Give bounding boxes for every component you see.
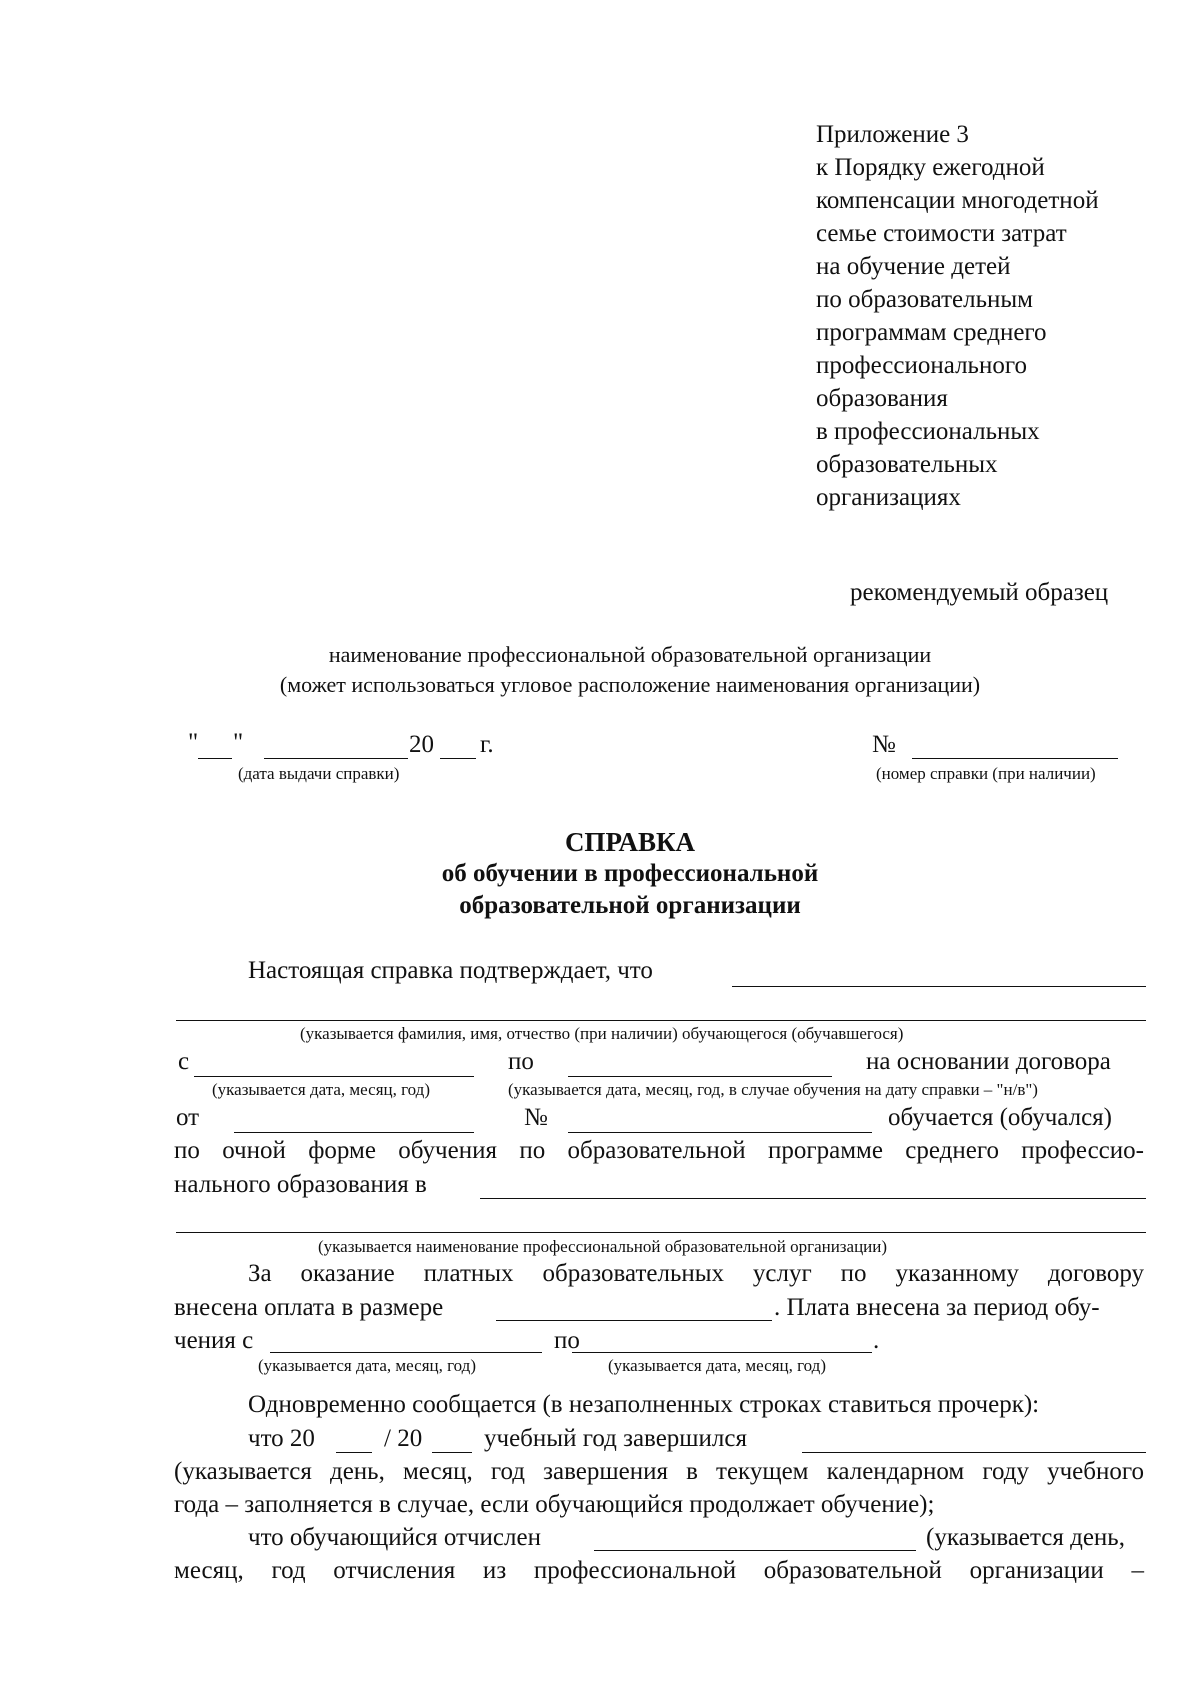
payment-to-blank <box>572 1352 872 1353</box>
sample-label: рекомендуемый образец <box>850 579 1109 606</box>
year-end-blank <box>802 1452 1146 1453</box>
expelled-date-blank <box>594 1550 916 1551</box>
fio-caption: (указывается фамилия, имя, отчество (при наличии) обучающегося (обучавшегося) <box>300 1024 904 1043</box>
payment-from-blank <box>270 1352 542 1353</box>
doc-subtitle-1: об обучении в профессиональной <box>441 860 819 887</box>
appendix-line: в профессиональных <box>816 418 1040 445</box>
year-suffix: г. <box>480 731 494 758</box>
org-name-line1: наименование профессиональной образовательной организации <box>328 642 932 667</box>
payment-line-2a: внесена оплата в размере <box>174 1294 444 1321</box>
org-blank-2 <box>176 1232 1146 1233</box>
appendix-line: на обучение детей <box>816 253 1011 280</box>
appendix-line: компенсации многодетной <box>816 187 1099 214</box>
payment-amount-blank <box>496 1320 772 1321</box>
appendix-line: профессионального <box>816 352 1027 379</box>
expelled-line-2: месяц, год отчисления из профессиональной образовательной организации – <box>174 1557 1144 1584</box>
day-blank <box>198 758 232 759</box>
org-blank-1 <box>480 1198 1146 1199</box>
appendix-line: организациях <box>816 484 961 511</box>
fio-blank-1 <box>732 986 1146 987</box>
appendix-line: программам среднего <box>816 319 1047 346</box>
year-note-2: года – заполняется в случае, если обучающийся продолжает обучение); <box>174 1491 935 1518</box>
date-caption: (дата выдачи справки) <box>238 764 400 783</box>
appendix-block <box>816 118 1099 514</box>
contract-date-blank <box>234 1132 474 1133</box>
doc-title: СПРАВКА <box>564 827 696 857</box>
payment-line-3c: . <box>873 1327 880 1354</box>
month-blank <box>264 758 408 759</box>
to-date-blank <box>568 1076 832 1077</box>
confirm-text: Настоящая справка подтверждает, что <box>248 957 653 984</box>
to-label: по <box>508 1048 534 1075</box>
studies-label: обучается (обучался) <box>888 1104 1112 1131</box>
doc-subtitle-2: образовательной организации <box>459 892 801 919</box>
year-blank <box>440 758 476 759</box>
payment-line-3a: чения с <box>174 1327 254 1354</box>
org-caption: (указывается наименование профессиональной образовательной организации) <box>318 1237 888 1256</box>
appendix-line: по образовательным <box>816 286 1033 313</box>
appendix-line: к Порядку ежегодной <box>816 154 1045 181</box>
year-b-blank <box>432 1452 472 1453</box>
contract-label: на основании договора <box>866 1048 1111 1075</box>
appendix-line: образовательных <box>816 451 998 478</box>
year-text-a: что 20 <box>248 1425 315 1452</box>
org-name-line2: (может использоваться угловое расположение наименования организации) <box>279 672 981 697</box>
payment-to-caption: (указывается дата, месяц, год) <box>608 1356 826 1375</box>
appendix-line: семье стоимости затрат <box>816 220 1067 247</box>
to-caption: (указывается дата, месяц, год, в случае обучения на дату справки – "н/в") <box>508 1080 1038 1099</box>
number-blank <box>912 758 1118 759</box>
appendix-line: образования <box>816 385 948 412</box>
date-close-quote: " <box>233 729 244 756</box>
appendix-line: Приложение 3 <box>816 121 969 148</box>
also-text: Одновременно сообщается (в незаполненных строках ставиться прочерк): <box>248 1391 1040 1418</box>
year-a-blank <box>336 1452 372 1453</box>
number-sign: № <box>872 731 896 758</box>
year-prefix: 20 <box>409 731 434 758</box>
form-line-1: по очной форме обучения по образовательной программе среднего профессио- <box>174 1137 1144 1164</box>
contract-number-sign: № <box>524 1104 548 1131</box>
payment-line-3b: по <box>554 1327 580 1354</box>
year-note-1: (указывается день, месяц, год завершения в текущем календарном году учебного <box>174 1458 1144 1485</box>
from-date-blank <box>194 1076 474 1077</box>
contract-number-blank <box>568 1132 872 1133</box>
year-text-b: / 20 <box>384 1425 423 1452</box>
date-open-quote: " <box>188 729 199 756</box>
payment-line-2b: . Плата внесена за период обу- <box>774 1294 1100 1321</box>
ot-label: от <box>176 1104 200 1131</box>
expelled-text-b: (указывается день, <box>926 1524 1125 1551</box>
expelled-text-a: что обучающийся отчислен <box>248 1524 541 1551</box>
fio-blank-2 <box>176 1020 1146 1021</box>
payment-line-1: За оказание платных образовательных услуг по указанному договору <box>248 1260 1144 1287</box>
year-text-c: учебный год завершился <box>484 1425 748 1452</box>
from-caption: (указывается дата, месяц, год) <box>212 1080 430 1099</box>
from-label: с <box>178 1048 190 1075</box>
payment-from-caption: (указывается дата, месяц, год) <box>258 1356 476 1375</box>
form-line-2: нального образования в <box>174 1171 427 1198</box>
number-caption: (номер справки (при наличии) <box>876 764 1096 783</box>
